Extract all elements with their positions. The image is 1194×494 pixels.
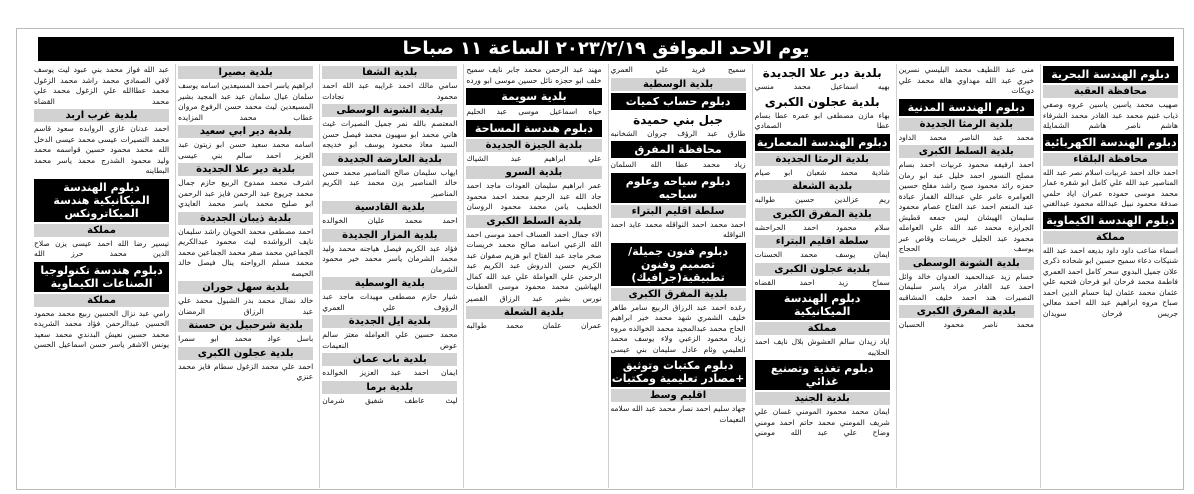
section-header: دبلوم الهندسة المدنية [899, 99, 1034, 116]
subsection-header: بلدية السلط الكبرى [899, 145, 1034, 158]
name-list: احمد خالد احمد عربيات اسلام نصر عبد الله المناصير عبد الله علي كامل ابو شقره عمار محمد موسى حموده عمران اياد حلمي صدقة محمود نبيل عبدالله محمود عبدالغني [1042, 167, 1178, 208]
name-list: تيسير رضا الله احمد عيسى يزن صلاح الدين محمد حرز الله [34, 238, 170, 258]
name-list: عمر ابراهيم سليمان العودات ماجد احمد جاد الله عبد الرحيم محمد احمد محمود الخطيب يامن محمد محمود الروسان [466, 181, 602, 211]
name-list: زياد محمد عطا الله السلمان [610, 160, 746, 169]
name-list: سامي مالك احمد غرايبه عبد الله احمد محمود نجادات [322, 81, 458, 101]
municipality-title: بلدية عجلون الكبرى [755, 94, 890, 110]
name-list: احمد ارفيفه محمود عربيات احمد بسام مصلح النسور احمد خليل عبد ابو رمان حمزه رائد محمود صبح راشد مفلح حسين العوامره عامر علي عبدالله القماز عبادة عبد المنعم احمد عبد الفتاح عصام محمود سليمان الهيشان ليس جمعه قطيش الجرايزه محمد عبد الله علي العوامله محمود عبد الجليل خريسات وقاص عبر يوسف الحجاج [898, 160, 1034, 253]
name-list: نورس بشير عبد الرزاق القصير [466, 293, 602, 303]
name-list: محمد حسين علي العوامله معتز سالم عوض النعيمات [322, 330, 458, 350]
subsection-header: بلدية الشونة الوسطى [322, 104, 457, 117]
name-list: المعتصم بالله نمر جميل النصيرات غيث هاني محمد ابو سهيون محمد فيصل حسن السيد معاذ محمود يوسف ابو خديجه [322, 119, 458, 149]
subsection-header: بلدية الجيزة الجديدة [466, 139, 601, 152]
subsection-header: بلدية برما [322, 381, 457, 394]
subsection-header: بلدية العارضة الجديدة [322, 153, 457, 166]
subsection-header: مملكة [1043, 231, 1178, 244]
section-header: دبلوم مكتبات وتوثيق +مصادر تعليمية ومكتبات [611, 359, 745, 385]
subsection-header: بلدية المفرق الكبرى [899, 305, 1034, 318]
column-4 [608, 64, 748, 488]
name-list: سميح فريد علي العمري [610, 65, 746, 74]
subsection-header: مملكة [34, 224, 169, 237]
name-list: احمد عدنان غازي الروابده سعود قاسم محمد التصيرات عيسى محمد عيسى الدخل الله محمد محمود حسين قواسمه محمد وليد محمود الشدرج محمد ياسر محمد البطاينه [34, 124, 170, 175]
municipality-title: بلدية دير علا الجديدة [755, 65, 890, 81]
subsection-header: بلدية الشعلة [466, 306, 601, 319]
subsection-header: محافظة البلقاء [1043, 153, 1178, 166]
subsection-header: سلطة اقليم البتراء [755, 235, 890, 248]
name-list: رامي عبد نزال الحسين ربيع محمد محمود الحسين عبدالرحمن فؤاد محمد الشريده محمد حسين نعيش البدندي محمد سعيد يونس الاشقر ياسر حسن اسماعيل الحسن [34, 308, 170, 349]
subsection-header: بلدية دير علا الجديدة [178, 163, 313, 176]
subsection-header: بلدية عجلون الكبرى [178, 347, 313, 360]
section-header: دبلوم هندسة المساحة [466, 120, 601, 137]
subsection-header: بلدية الجنيد [755, 392, 890, 405]
subsection-header: محافظة العقبة [1043, 85, 1178, 98]
subsection-header: بلدية القادسية [322, 201, 457, 214]
name-list: شادية محمد شعبان ابو صيام [754, 167, 890, 177]
name-list: فؤاد عبد الكريم فيصل هياجنه محمد وليد محمد الشرمان ياسر محمد خير محمود الشرمان [322, 243, 458, 274]
name-list: علي ابراهيم عبد الشياك [466, 153, 602, 163]
subsection-header: سلطة اقليم البتراء [611, 205, 746, 218]
section-header: دبلوم حساب كميات [611, 93, 746, 110]
subsection-header: بلدية باب عمان [322, 353, 457, 366]
columns-container [30, 64, 1182, 488]
subsection-header: مملكة [755, 322, 890, 335]
name-list: سلام محمود احمد الحراحشه [754, 222, 890, 232]
subsection-header: بلدية شرحبيل بن حسنة [178, 319, 313, 332]
column-5 [463, 64, 603, 488]
subsection-header: بلدية ايل الجديدة [322, 315, 457, 328]
subsection-header: بلدية السرو [466, 166, 601, 179]
section-header: دبلوم تغذية وتصنيع غذائي [755, 360, 890, 390]
subsection-header: اقليم وسط [611, 389, 746, 402]
column-2 [896, 64, 1036, 488]
section-header: دبلوم فنون جميلة/تصميم وفنون تطبيقية(جرافيك) [611, 243, 746, 286]
name-list: منى عبد اللطيف محمد البليسي نسرين خيري عبد الله مهداوي هالة محمد علي دويكات [898, 65, 1034, 95]
subsection-header: بلدية دير ابي سعيد [178, 125, 313, 138]
section-header: دبلوم الهندسة البحرية [1043, 66, 1178, 83]
name-list: اسماء ضاعب داود داود بديعه احمد عبد الله شنيكات دعاء سميح حسين ابو شحاده ذكرى علان جميل البدوي سحر كامل احمد العمري فاطمة محمد فرحان ابو فرحان فتحيه علي عثمان محمد عثمان لينا حسام الدين احمد صباح مروه ابراهيم عبد الله احمد معالي جريس فرحان سويدان [1042, 245, 1178, 318]
subsection-header: بلدية ذيبان الجديدة [178, 212, 313, 225]
name-list: ابراهيم ياسر احمد المسيعدين اسامه يوسف سلمان عيال سلمان عيد عبد المجيد بشير المسيعدين ليث محمد حسن الرفوع مروان عطاب محمد المزايده [178, 81, 314, 122]
name-list: ايمان يوسف محمد الحسنات [754, 250, 890, 259]
column-7 [175, 64, 315, 488]
name-list: محمد عبد الناصر محمد الداود [898, 132, 1034, 142]
name-list: رغده احمد عبد الرزاق الربيع سامر طاهر خليف الشمري شهد محمد خير ابراهيم الحاج محمد عبدالمجيد محمد الخوالده مروه زياد محمود الزعبي ولاء يوسف محمد العليمي وئام عادل سليمان بني عيسى [610, 302, 746, 354]
name-list: ايمان محمد محمود المومني غسان علي شريف المومني محمد حاتم احمد مومني وضاح علي عبد الله مومني [754, 407, 890, 437]
name-list: حياه اسماعيل موسى عبد الحليم [466, 107, 602, 116]
name-list: مهند عبد الرحمن محمد جابر نايف سميح خلف ابو حجزه نائل حسين موسى ابو ورده [466, 65, 602, 85]
section-header: دبلوم الهندسة الكهربائية [1044, 135, 1177, 149]
section-header: دبلوم الهندسة الكيماوية [1043, 212, 1178, 229]
column-6 [319, 64, 459, 488]
subsection-header: بلدية المزار الجديدة [322, 229, 457, 242]
name-list: محمد ناصر محمود الحسبان [898, 320, 1034, 329]
column-8 [32, 64, 171, 488]
name-list: احمد محمد عليان الخوالده [322, 216, 458, 225]
column-3 [752, 64, 892, 488]
subsection-header: بلدية المفرق الكبرى [755, 208, 890, 221]
section-header: دبلوم الهندسة الميكانيكية هندسة الميكاترونكس [34, 179, 169, 222]
municipality-title: جبل بني حميدة [611, 112, 746, 128]
name-list: طارق عبد الرؤف جروان الشخانبه [610, 128, 746, 138]
subsection-header: بلدية غرب اربد [34, 109, 169, 122]
subsection-header: بلدية الرمثا الجديدة [755, 153, 890, 166]
name-list: احمد محمد احمد النواقله محمد عايد احمد النواقله [610, 219, 746, 239]
subsection-header: بلدية عجلون الكبرى [755, 263, 890, 276]
name-list: احمد مصطفى محمد الحويان راشد سليمان نايف الرواشده ليث محمود عبدالكريم الجماعين محمد صقر محمد الجماعين محمد محمد مسلم الرواحنه ينال فيصل خالد الحيصه [178, 226, 314, 278]
subsection-header: بلدية الشونة الوسطى [899, 257, 1034, 270]
name-list: الاء جمال احمد العساف احمد موسى احمد الله الزعبي اسامه صالح محمد خريسات صخر ماجد عبد الفتاح ابو هزيم صفوان عبد الكريم حسن الدروش عبد الكريم عبد الرحمن علي العواملة علي عبد الله كمال الهياشين محمد محمود موسى العطيات [466, 229, 602, 291]
subsection-header: بلدية الوسطية [322, 277, 457, 290]
subsection-header: بلدية الشفا [322, 66, 457, 79]
section-header: محافظة المفرق [611, 141, 746, 158]
name-list: بهاء مازن مصطفى ابو عمره عطا بسام عطا الصمادي [754, 110, 890, 130]
name-list: سماح زيد احمد القضاه [754, 277, 890, 287]
subsection-header: بلدية الرمثا الجديدة [899, 118, 1034, 131]
section-header: بلدية سويمة [466, 88, 601, 105]
section-header: دبلوم الهندسة المعمارية [755, 134, 890, 151]
page-title: يوم الاحد الموافق ٢٠٢٣/٢/١٩ الساعة ١١ صباحا [38, 37, 1174, 61]
name-list: جهاد سليم احمد نصار محمد عبد الله سلامه النعيمات [610, 404, 746, 424]
subsection-header: بلدية بصيرا [178, 66, 313, 79]
subsection-header: بلدية المفرق الكبرى [611, 288, 746, 301]
subsection-header: بلدية الوسطية [611, 78, 746, 91]
subsection-header: بلدية الشعلة [755, 180, 890, 193]
name-list: اشرف محمد ممدوح الربيع حازم جمال محمد جريوع عبد الرحمن فايز عبد الرحمن ابو صليح محمد ياسر محمد العايدي [178, 178, 314, 208]
name-list: حسام زيد عبدالحميد العدوان خالد وائل احمد عبد القادر مراد ياسر سليمان النصيرات هند احمد خليف المشاقبه [898, 271, 1034, 302]
name-list: احمد علي محمد الزغول سطام فايز محمد عنزي [178, 361, 314, 381]
name-list: بهيه اسماعيل محمد منسي [754, 82, 890, 91]
name-list: اسامه محمد سعيد حسن ابو زيتون عبد العزيز احمد سالم بني عيسى [178, 140, 314, 160]
column-1 [1040, 64, 1180, 488]
subsection-header: مملكة [34, 294, 169, 307]
name-list: ريم عزالدين حسين طوالبه [754, 195, 890, 204]
section-header: دبلوم هندسة تكنولوجيا الصناعات الكيماوية [34, 262, 169, 292]
section-header: دبلوم الهندسة الميكانيكية [755, 290, 890, 320]
name-list: باسل عواد محمد ابو سمرا [178, 334, 314, 343]
name-list: عبد الله فواز محمد بني عبود ليث يوسف لافي الصمادي محمد راشد محمد الزغول محمد عطاالله علي الزغول محمد علي محمد القضاه [34, 65, 170, 106]
name-list: عمران علمان محمد طوالبه [466, 321, 602, 330]
name-list: ايمان احمد عبد العزيز الخوالده [322, 368, 458, 377]
subsection-header: بلدية السلط الكبرى [466, 215, 601, 228]
name-list: صهيب محمد ياسين ياسين عروه وصفي ذياب غنيم محمد عبد القادر محمد الشرفاء هاشم ناصر هاشم الشمايلة [1042, 100, 1178, 130]
name-list: ليث عاطف شفيق شرمان [322, 395, 458, 405]
name-list: اياد زيدان سالم العشوش بلال نايف احمد الحلايبه [754, 337, 890, 357]
section-header: دبلوم سياحه وعلوم سياحيه [611, 173, 746, 203]
name-list: خالد نضال محمد بدر الشبول محمد علي عبد الرزاق الرمضان [178, 296, 314, 316]
subsection-header: بلدية سهل حوران [178, 281, 313, 294]
name-list: شيار حازم مصطفى مهيدات ماجد عبد الرؤوف علي العمري [322, 292, 458, 312]
name-list: ايهاب سليمان صالح المناصير محمد حسن خالد المناصير يزن محمد عبد الكريم المناصير [322, 167, 458, 198]
